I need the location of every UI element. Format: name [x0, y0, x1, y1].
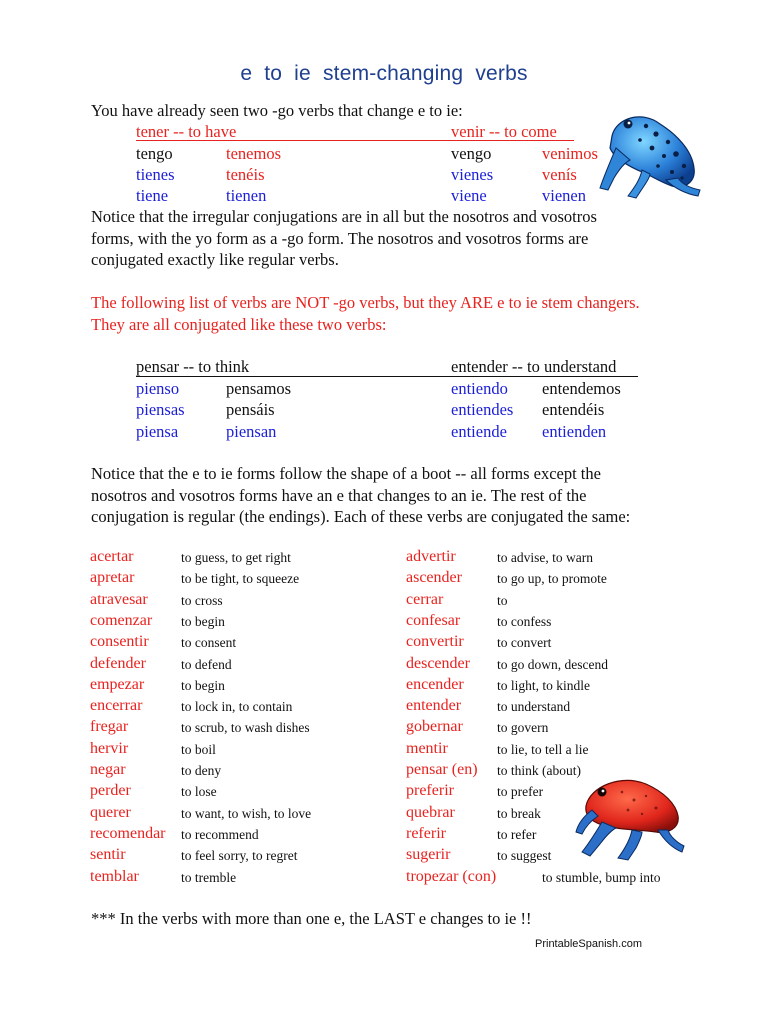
right-list-meaning: to confess — [497, 613, 552, 629]
entender-vosotros: entendéis — [542, 400, 605, 419]
left-list-meaning: to consent — [181, 635, 237, 651]
pensar-el: piensa — [136, 422, 179, 441]
right-list-meaning: to suggest — [497, 848, 552, 864]
footer-source: PrintableSpanish.com — [535, 938, 643, 950]
entender-el: entiende — [451, 422, 507, 441]
right-list-verb: descender — [406, 654, 470, 672]
right-list-verb: quebrar — [406, 803, 455, 821]
venir-tu: vienes — [451, 165, 494, 184]
pensar-header: pensar -- to think — [136, 357, 250, 376]
right-list-verb: convertir — [406, 633, 464, 651]
left-list-meaning: to feel sorry, to regret — [181, 848, 298, 864]
pensar-yo: pienso — [136, 379, 180, 398]
left-list-verb: acertar — [90, 548, 134, 565]
venir-header: venir -- to come — [451, 122, 557, 141]
blue-frog-image — [594, 106, 706, 202]
pensar-ellos: piensan — [226, 422, 277, 441]
venir-yo: vengo — [451, 144, 492, 163]
right-list-meaning: to govern — [497, 720, 549, 736]
left-list-verb: querer — [90, 803, 131, 821]
right-list-meaning: to advise, to warn — [497, 550, 593, 565]
venir-ellos: vienen — [542, 186, 586, 205]
left-list-verb: perder — [90, 782, 131, 800]
pensar-tu: piensas — [136, 400, 185, 419]
tener-ellos: tienen — [226, 186, 267, 205]
notice-paragraph-2-line-2: nosotros and vosotros forms have an e that changes to an ie. The rest of the — [91, 486, 587, 505]
left-list-meaning: to lock in, to contain — [181, 699, 293, 715]
entender-yo: entiendo — [451, 379, 508, 398]
right-list-verb: preferir — [406, 782, 454, 800]
right-list-meaning: to — [497, 592, 508, 608]
red-notice-line-1: The following list of verbs are NOT -go verbs, but they ARE e to ie stem changers. — [91, 293, 640, 312]
tener-vosotros: tenéis — [226, 165, 265, 184]
venir-el: viene — [451, 186, 487, 205]
left-list-verb: comenzar — [90, 611, 153, 629]
notice-paragraph-1-line-1: Notice that the irregular conjugations are in all but the nosotros and vosotros — [91, 207, 597, 226]
notice-paragraph-1-line-3: conjugated exactly like regular verbs. — [91, 250, 339, 269]
right-list-meaning: to understand — [497, 699, 571, 715]
entender-tu: entiendes — [451, 400, 514, 419]
right-list-verb: referir — [406, 824, 446, 842]
left-list-verb: consentir — [90, 633, 149, 651]
tener-header: tener -- to have — [136, 122, 237, 141]
right-list-verb: tropezar (con) — [406, 867, 497, 885]
left-list-meaning: to begin — [181, 613, 225, 629]
right-list-meaning: to break — [497, 805, 541, 821]
right-list-verb: pensar (en) — [406, 761, 478, 778]
tener-nosotros: tenemos — [226, 144, 281, 163]
notice-paragraph-1-line-2: forms, with the yo form as a -go form. The nosotros and vosotros forms are — [91, 229, 589, 248]
left-list-verb: negar — [90, 761, 126, 778]
entender-nosotros: entendemos — [542, 379, 621, 398]
left-list-meaning: to boil — [181, 741, 216, 757]
tener-yo: tengo — [136, 144, 173, 163]
right-list-verb: mentir — [406, 739, 448, 757]
left-list-meaning: to want, to wish, to love — [181, 805, 312, 821]
page-title: e to ie stem-changing verbs — [240, 62, 528, 85]
tener-el: tiene — [136, 186, 169, 205]
left-list-meaning: to cross — [181, 592, 223, 608]
left-list-verb: empezar — [90, 675, 145, 693]
left-list-meaning: to be tight, to squeeze — [181, 571, 300, 587]
left-list-verb: recomendar — [90, 824, 166, 842]
left-list-verb: hervir — [90, 739, 129, 757]
right-list-verb: entender — [406, 697, 462, 715]
right-list-meaning: to light, to kindle — [497, 677, 590, 693]
right-list-meaning: to stumble, bump into — [542, 869, 661, 885]
notice-paragraph-2-line-1: Notice that the e to ie forms follow the shape of a boot -- all forms except the — [91, 464, 601, 483]
left-list-meaning: to scrub, to wash dishes — [181, 720, 310, 736]
intro-text: You have already seen two -go verbs that change e to ie: — [91, 101, 463, 120]
left-list-verb: fregar — [90, 718, 129, 736]
right-list-meaning: to lie, to tell a lie — [497, 741, 589, 757]
entender-ellos: entienden — [542, 422, 607, 441]
left-list-verb: sentir — [90, 846, 126, 864]
left-list-meaning: to defend — [181, 656, 232, 672]
right-list-meaning: to think (about) — [497, 763, 581, 778]
right-list-verb: sugerir — [406, 846, 451, 864]
pensar-vosotros: pensáis — [226, 400, 275, 419]
left-list-meaning: to tremble — [181, 869, 237, 885]
entender-header: entender -- to understand — [451, 357, 617, 376]
left-list-meaning: to recommend — [181, 826, 259, 842]
left-list-verb: encerrar — [90, 697, 143, 715]
left-list-meaning: to begin — [181, 677, 225, 693]
right-list-verb: gobernar — [406, 718, 463, 736]
pensar-nosotros: pensamos — [226, 379, 292, 398]
right-list-verb: confesar — [406, 611, 461, 629]
notice-paragraph-2-line-3: conjugation is regular (the endings). Each of these verbs are conjugated the same: — [91, 507, 631, 526]
left-list-verb: temblar — [90, 867, 139, 885]
right-list-meaning: to go down, descend — [497, 656, 608, 672]
red-frog-image — [572, 770, 688, 862]
red-notice-line-2: They are all conjugated like these two verbs: — [91, 315, 387, 334]
left-list-verb: atravesar — [90, 590, 148, 608]
right-list-verb: cerrar — [406, 590, 444, 608]
tener-tu: tienes — [136, 165, 175, 184]
left-list-verb: defender — [90, 654, 146, 672]
right-list-meaning: to go up, to promote — [497, 571, 607, 587]
right-list-verb: advertir — [406, 548, 456, 565]
final-note: *** In the verbs with more than one e, the LAST e changes to ie !! — [91, 909, 532, 928]
venir-vosotros: venís — [542, 165, 577, 184]
right-list-meaning: to prefer — [497, 784, 544, 800]
right-list-meaning: to refer — [497, 826, 537, 842]
venir-nosotros: venimos — [542, 144, 598, 163]
left-list-meaning: to deny — [181, 763, 222, 778]
right-list-verb: ascender — [406, 569, 462, 587]
left-list-meaning: to lose — [181, 784, 217, 800]
right-list-verb: encender — [406, 675, 464, 693]
right-list-meaning: to convert — [497, 635, 552, 651]
left-list-verb: apretar — [90, 569, 135, 587]
left-list-meaning: to guess, to get right — [181, 550, 291, 565]
